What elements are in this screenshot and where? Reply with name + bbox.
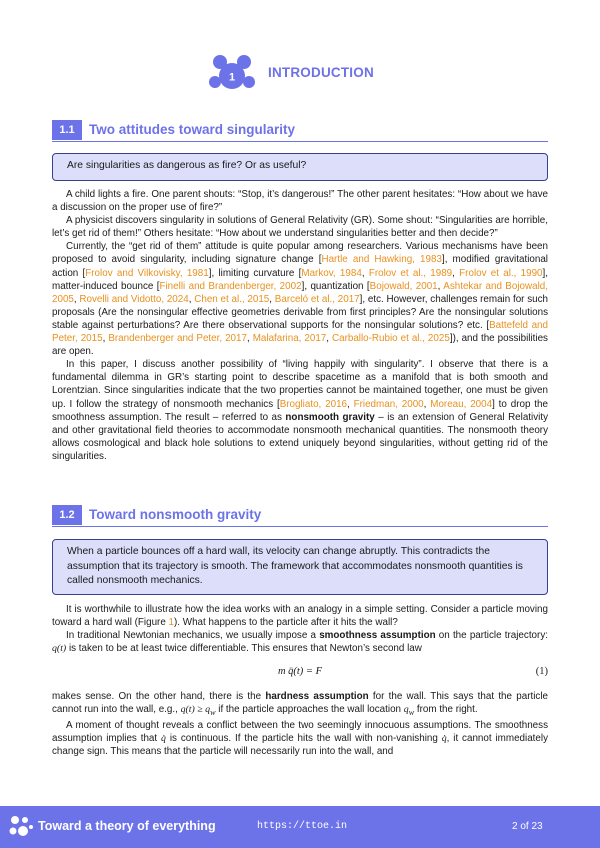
citation-link[interactable]: Frolov and Vilkovisky, 1981	[85, 267, 209, 279]
paragraph: In traditional Newtonian mechanics, we usually impose a smoothness assumption on the particle trajectory: q(t) is taken to be at least twice differentiable. This ensures that Newton’s second law	[52, 630, 548, 655]
paragraph: It is worthwhile to illustrate how the idea works with an analogy in a simple setting. Consider a particle moving toward a hard wall (Figure 1). What happens to the particle after it hits the wall?	[52, 604, 548, 629]
paragraph: Currently, the “get rid of them” attitude is quite popular among researchers. Various mechanisms have been proposed to avoid singularity, including signature change [Hartle and Hawking, 1983], modified gravitational action [Frolov and Vilkovisky, 1981], limiting curvature [Markov, 1984, Frolov et al., 1989, Frolov et al., 1990], matter-induced bounce [Finelli and Brandenberger, 2002], quantization [Bojowald, 2001, Ashtekar and Bojowald, 2005, Rovelli and Vidotto, 2024, Chen et al., 2015, Barceló et al., 2017], etc. However, challenges remain for such proposals (Are the nonsingular effective geometries derivable from first principles? Are the nonsingular solutions stable against perturbations? Are there observational supports for the nonsingular solutions? etc. [Battefeld and Peter, 2015, Brandenberger and Peter, 2017, Malafarina, 2017, Carballo-Rubio et al., 2025]), and the possibilities are open.	[52, 241, 549, 358]
paragraph: In this paper, I discuss another possibility of “living happily with singularity”. I observe that there is a fundamental dilemma in GR’s starting point to describe spacetime as a manifold that is both smooth and Lorentzian. Since singularities indicate that the two properties cannot be maintained together, one must be given up. I follow the strategy of nonsmooth mechanics [Brogliato, 2016, Friedman, 2000, Moreau, 2004] to drop the smoothness assumption. The result – referred to as nonsmooth gravity – is an extension of General Relativity and other gravitational field theories to accommodate nonsmooth mechanical quantities. The nonsmooth theory allows cosmological and black hole solutions to extend uniquely beyond singularities, without getting rid of the singularities.	[52, 359, 548, 462]
equation-number: (1)	[535, 666, 548, 677]
paragraph: A child lights a fire. One parent shouts: “Stop, it’s dangerous!” The other parent hesitates: “How about we have a discussion on the proper use of fire?”	[52, 189, 548, 214]
section-heading-1-1	[52, 120, 548, 142]
footer-url-link[interactable]: https://ttoe.in	[257, 821, 348, 832]
citation-link[interactable]: Malafarina, 2017	[252, 333, 327, 345]
chapter-heading	[0, 52, 600, 96]
citation-link[interactable]: Brogliato, 2016	[279, 398, 348, 410]
section-number: 1.2	[52, 505, 82, 525]
citation-link[interactable]: Frolov et al., 1990	[459, 267, 543, 279]
section-title: Two attitudes toward singularity	[89, 122, 296, 137]
logo-dots-icon	[8, 814, 34, 840]
footer-bar	[0, 806, 600, 848]
citation-link[interactable]: Carballo-Rubio et al., 2025	[332, 333, 450, 345]
citation-link[interactable]: Barceló et al., 2017	[274, 293, 360, 305]
paragraph: A moment of thought reveals a conflict between the two seemingly innocuous assumptions. The smoothness assumption implies that q̇ is continuous. If the particle hits the wall with non-vanishing q̇, it cannot immediately change sign. This means that the particle will necessarily run into the wall, and	[52, 720, 549, 758]
citation-link[interactable]: Bojowald, 2001	[369, 280, 438, 292]
section-heading-1-2	[52, 505, 548, 527]
section-1-1-body	[52, 188, 548, 463]
citation-link[interactable]: Chen et al., 2015	[194, 293, 270, 305]
citation-link[interactable]: Finelli and Brandenberger, 2002	[159, 280, 302, 292]
figure-ref-link[interactable]: 1	[168, 617, 175, 629]
chapter-title: INTRODUCTION	[268, 65, 374, 80]
citation-link[interactable]: Rovelli and Vidotto, 2024	[79, 293, 189, 305]
citation-link[interactable]: Hartle and Hawking, 1983	[321, 254, 442, 266]
citation-link[interactable]: Frolov et al., 1989	[368, 267, 453, 279]
summary-box: When a particle bounces off a hard wall, its velocity can change abruptly. This contradicts the assumption that its trajectory is smooth. The framework that accommodates nonsmooth quantities is called nonsmooth mechanics.	[52, 539, 548, 595]
equation-1	[52, 666, 548, 682]
chapter-number: 1	[228, 71, 236, 84]
paragraph: A physicist discovers singularity in solutions of General Relativity (GR). Some shout: “Singularities are horrible, let’s get rid of them!” Others hesitate: “How about we understand singularities better and then decide?”	[52, 215, 548, 240]
molecule-icon	[207, 52, 257, 96]
citation-link[interactable]: Ashtekar and Bojowald, 2005	[52, 280, 548, 305]
equation-body: m q̈(t) = F	[277, 666, 323, 677]
section-1-2-body-b	[52, 690, 548, 758]
page-number: 2 of 23	[512, 821, 543, 832]
question-box: Are singularities as dangerous as fire? Or as useful?	[52, 153, 548, 181]
section-1-2-body-a	[52, 603, 548, 655]
section-title: Toward nonsmooth gravity	[89, 507, 262, 522]
citation-link[interactable]: Battefeld and Peter, 2015	[52, 319, 549, 345]
citation-link[interactable]: Brandenberger and Peter, 2017	[108, 333, 247, 345]
citation-link[interactable]: Moreau, 2004	[430, 398, 493, 410]
citation-link[interactable]: Markov, 1984	[301, 267, 362, 279]
citation-link[interactable]: Friedman, 2000	[353, 398, 424, 410]
section-number: 1.1	[52, 120, 82, 140]
paragraph: makes sense. On the other hand, there is the hardness assumption for the wall. This says that the particle cannot run into the wall, e.g., $q(t) \ge q_w$ if the particle approaches the wall location $q_w$ from the right.	[52, 691, 548, 718]
footer-title: Toward a theory of everything	[38, 819, 216, 833]
